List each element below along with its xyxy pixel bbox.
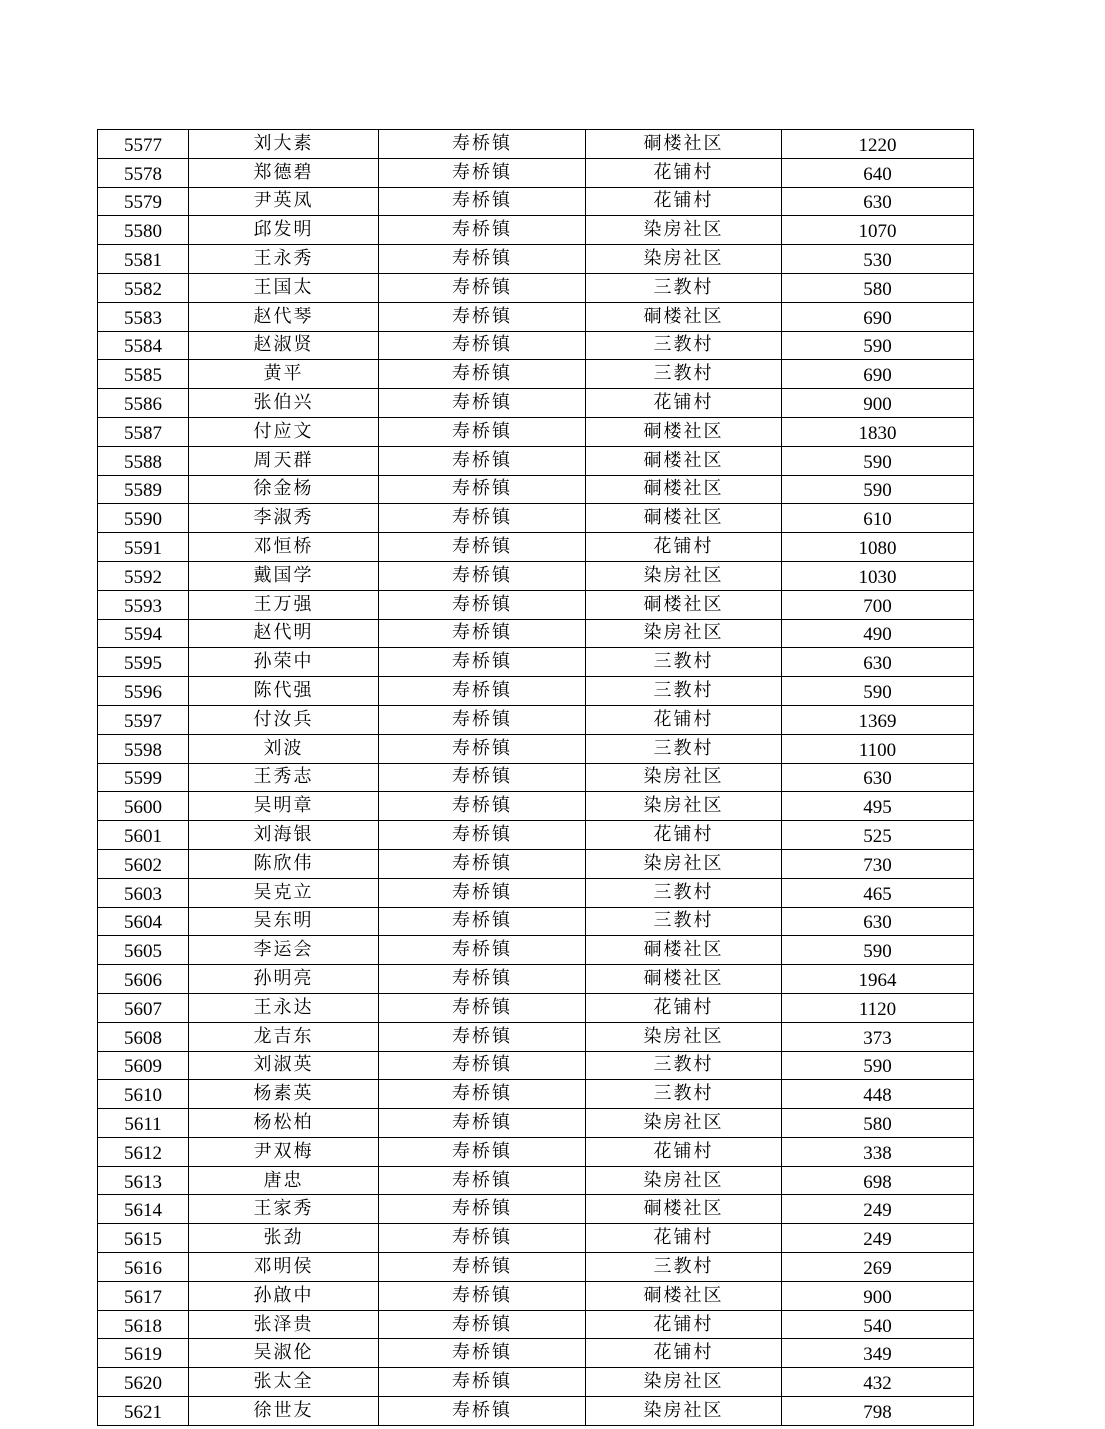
- table-row: [98, 504, 974, 533]
- row-number-cell: 5607: [98, 993, 189, 1022]
- row-number-cell: 5613: [98, 1166, 189, 1195]
- amount-cell: 1070: [782, 216, 974, 245]
- town-cell: 寿桥镇: [379, 273, 586, 302]
- amount-cell: 525: [782, 821, 974, 850]
- table-row: [98, 907, 974, 936]
- town-cell: 寿桥镇: [379, 561, 586, 590]
- amount-cell: 249: [782, 1195, 974, 1224]
- village-cell: 染房社区: [586, 216, 782, 245]
- row-number-cell: 5578: [98, 158, 189, 187]
- town-cell: 寿桥镇: [379, 446, 586, 475]
- table-row: [98, 130, 974, 159]
- amount-cell: 630: [782, 907, 974, 936]
- table-row: [98, 331, 974, 360]
- village-cell: 染房社区: [586, 1109, 782, 1138]
- town-cell: 寿桥镇: [379, 705, 586, 734]
- row-number-cell: 5577: [98, 130, 189, 159]
- town-cell: 寿桥镇: [379, 763, 586, 792]
- row-number-cell: 5606: [98, 965, 189, 994]
- table-row: [98, 187, 974, 216]
- name-cell: 刘海银: [189, 821, 379, 850]
- town-cell: 寿桥镇: [379, 1368, 586, 1397]
- amount-cell: 580: [782, 1109, 974, 1138]
- name-cell: 赵代明: [189, 619, 379, 648]
- name-cell: 邓恒桥: [189, 533, 379, 562]
- town-cell: 寿桥镇: [379, 907, 586, 936]
- amount-cell: 580: [782, 273, 974, 302]
- amount-cell: 490: [782, 619, 974, 648]
- name-cell: 赵代琴: [189, 302, 379, 331]
- name-cell: 邓明侯: [189, 1253, 379, 1282]
- table-row: [98, 216, 974, 245]
- town-cell: 寿桥镇: [379, 1195, 586, 1224]
- table-row: [98, 1051, 974, 1080]
- town-cell: 寿桥镇: [379, 216, 586, 245]
- amount-cell: 1369: [782, 705, 974, 734]
- town-cell: 寿桥镇: [379, 965, 586, 994]
- village-cell: 花铺村: [586, 821, 782, 850]
- amount-cell: 1964: [782, 965, 974, 994]
- village-cell: 硐楼社区: [586, 1195, 782, 1224]
- town-cell: 寿桥镇: [379, 187, 586, 216]
- village-cell: 染房社区: [586, 561, 782, 590]
- amount-cell: 900: [782, 1281, 974, 1310]
- name-cell: 杨素英: [189, 1080, 379, 1109]
- town-cell: 寿桥镇: [379, 993, 586, 1022]
- table-row: [98, 993, 974, 1022]
- row-number-cell: 5610: [98, 1080, 189, 1109]
- town-cell: 寿桥镇: [379, 878, 586, 907]
- row-number-cell: 5605: [98, 936, 189, 965]
- row-number-cell: 5604: [98, 907, 189, 936]
- table-row: [98, 158, 974, 187]
- table-row: [98, 446, 974, 475]
- village-cell: 花铺村: [586, 993, 782, 1022]
- name-cell: 周天群: [189, 446, 379, 475]
- name-cell: 王万强: [189, 590, 379, 619]
- row-number-cell: 5587: [98, 417, 189, 446]
- row-number-cell: 5603: [98, 878, 189, 907]
- village-cell: 花铺村: [586, 1224, 782, 1253]
- amount-cell: 590: [782, 1051, 974, 1080]
- table-row: [98, 792, 974, 821]
- village-cell: 染房社区: [586, 849, 782, 878]
- town-cell: 寿桥镇: [379, 936, 586, 965]
- name-cell: 李淑秀: [189, 504, 379, 533]
- row-number-cell: 5582: [98, 273, 189, 302]
- table-row: [98, 561, 974, 590]
- name-cell: 王国太: [189, 273, 379, 302]
- town-cell: 寿桥镇: [379, 734, 586, 763]
- name-cell: 张泽贵: [189, 1310, 379, 1339]
- village-cell: 花铺村: [586, 158, 782, 187]
- row-number-cell: 5619: [98, 1339, 189, 1368]
- village-cell: 三教村: [586, 331, 782, 360]
- town-cell: 寿桥镇: [379, 331, 586, 360]
- town-cell: 寿桥镇: [379, 1051, 586, 1080]
- row-number-cell: 5600: [98, 792, 189, 821]
- town-cell: 寿桥镇: [379, 130, 586, 159]
- village-cell: 花铺村: [586, 1310, 782, 1339]
- table-row: [98, 849, 974, 878]
- amount-cell: 630: [782, 187, 974, 216]
- name-cell: 吴东明: [189, 907, 379, 936]
- village-cell: 硐楼社区: [586, 936, 782, 965]
- village-cell: 三教村: [586, 878, 782, 907]
- row-number-cell: 5585: [98, 360, 189, 389]
- amount-cell: 690: [782, 302, 974, 331]
- row-number-cell: 5618: [98, 1310, 189, 1339]
- village-cell: 硐楼社区: [586, 417, 782, 446]
- amount-cell: 540: [782, 1310, 974, 1339]
- village-cell: 三教村: [586, 1253, 782, 1282]
- name-cell: 龙吉东: [189, 1022, 379, 1051]
- table-row: [98, 965, 974, 994]
- town-cell: 寿桥镇: [379, 1109, 586, 1138]
- row-number-cell: 5611: [98, 1109, 189, 1138]
- row-number-cell: 5592: [98, 561, 189, 590]
- town-cell: 寿桥镇: [379, 821, 586, 850]
- amount-cell: 590: [782, 936, 974, 965]
- table-row: [98, 734, 974, 763]
- town-cell: 寿桥镇: [379, 1166, 586, 1195]
- table-row: [98, 878, 974, 907]
- table-row: [98, 1080, 974, 1109]
- name-cell: 付应文: [189, 417, 379, 446]
- amount-cell: 1030: [782, 561, 974, 590]
- amount-cell: 338: [782, 1137, 974, 1166]
- town-cell: 寿桥镇: [379, 360, 586, 389]
- name-cell: 吴明章: [189, 792, 379, 821]
- row-number-cell: 5586: [98, 389, 189, 418]
- table-row: [98, 1397, 974, 1426]
- name-cell: 付汝兵: [189, 705, 379, 734]
- table-row: [98, 821, 974, 850]
- town-cell: 寿桥镇: [379, 417, 586, 446]
- amount-cell: 690: [782, 360, 974, 389]
- amount-cell: 448: [782, 1080, 974, 1109]
- row-number-cell: 5583: [98, 302, 189, 331]
- village-cell: 染房社区: [586, 763, 782, 792]
- village-cell: 花铺村: [586, 705, 782, 734]
- town-cell: 寿桥镇: [379, 619, 586, 648]
- table-row: [98, 360, 974, 389]
- name-cell: 邱发明: [189, 216, 379, 245]
- amount-cell: 700: [782, 590, 974, 619]
- town-cell: 寿桥镇: [379, 792, 586, 821]
- name-cell: 刘大素: [189, 130, 379, 159]
- table-row: [98, 1253, 974, 1282]
- table-row: [98, 936, 974, 965]
- row-number-cell: 5597: [98, 705, 189, 734]
- name-cell: 尹英凤: [189, 187, 379, 216]
- amount-cell: 269: [782, 1253, 974, 1282]
- town-cell: 寿桥镇: [379, 389, 586, 418]
- village-cell: 三教村: [586, 734, 782, 763]
- row-number-cell: 5601: [98, 821, 189, 850]
- amount-cell: 798: [782, 1397, 974, 1426]
- name-cell: 郑德碧: [189, 158, 379, 187]
- row-number-cell: 5588: [98, 446, 189, 475]
- table-row: [98, 1109, 974, 1138]
- row-number-cell: 5591: [98, 533, 189, 562]
- table-row: [98, 1368, 974, 1397]
- row-number-cell: 5602: [98, 849, 189, 878]
- name-cell: 王永秀: [189, 245, 379, 274]
- amount-cell: 900: [782, 389, 974, 418]
- town-cell: 寿桥镇: [379, 849, 586, 878]
- village-cell: 三教村: [586, 648, 782, 677]
- village-cell: 硐楼社区: [586, 1281, 782, 1310]
- town-cell: 寿桥镇: [379, 1339, 586, 1368]
- name-cell: 黄平: [189, 360, 379, 389]
- row-number-cell: 5599: [98, 763, 189, 792]
- village-cell: 硐楼社区: [586, 130, 782, 159]
- amount-cell: 630: [782, 763, 974, 792]
- table-row: [98, 705, 974, 734]
- table-row: [98, 273, 974, 302]
- table-row: [98, 1281, 974, 1310]
- name-cell: 孙啟中: [189, 1281, 379, 1310]
- row-number-cell: 5620: [98, 1368, 189, 1397]
- table-row: [98, 1022, 974, 1051]
- table-row: [98, 1195, 974, 1224]
- village-cell: 硐楼社区: [586, 302, 782, 331]
- row-number-cell: 5595: [98, 648, 189, 677]
- village-cell: 花铺村: [586, 389, 782, 418]
- amount-cell: 730: [782, 849, 974, 878]
- table-row: [98, 1310, 974, 1339]
- row-number-cell: 5614: [98, 1195, 189, 1224]
- village-cell: 三教村: [586, 360, 782, 389]
- table-row: [98, 648, 974, 677]
- village-cell: 三教村: [586, 907, 782, 936]
- village-cell: 染房社区: [586, 792, 782, 821]
- table-body: [98, 130, 974, 1426]
- village-cell: 染房社区: [586, 1166, 782, 1195]
- town-cell: 寿桥镇: [379, 1397, 586, 1426]
- amount-cell: 373: [782, 1022, 974, 1051]
- row-number-cell: 5579: [98, 187, 189, 216]
- row-number-cell: 5590: [98, 504, 189, 533]
- amount-cell: 1080: [782, 533, 974, 562]
- town-cell: 寿桥镇: [379, 504, 586, 533]
- amount-cell: 590: [782, 677, 974, 706]
- name-cell: 王秀志: [189, 763, 379, 792]
- amount-cell: 630: [782, 648, 974, 677]
- row-number-cell: 5584: [98, 331, 189, 360]
- amount-cell: 530: [782, 245, 974, 274]
- row-number-cell: 5615: [98, 1224, 189, 1253]
- name-cell: 王家秀: [189, 1195, 379, 1224]
- name-cell: 李运会: [189, 936, 379, 965]
- row-number-cell: 5616: [98, 1253, 189, 1282]
- town-cell: 寿桥镇: [379, 158, 586, 187]
- name-cell: 孙明亮: [189, 965, 379, 994]
- amount-cell: 640: [782, 158, 974, 187]
- town-cell: 寿桥镇: [379, 1281, 586, 1310]
- name-cell: 陈代强: [189, 677, 379, 706]
- table-row: [98, 533, 974, 562]
- amount-cell: 590: [782, 446, 974, 475]
- amount-cell: 432: [782, 1368, 974, 1397]
- town-cell: 寿桥镇: [379, 677, 586, 706]
- amount-cell: 249: [782, 1224, 974, 1253]
- row-number-cell: 5609: [98, 1051, 189, 1080]
- village-cell: 硐楼社区: [586, 504, 782, 533]
- table-row: [98, 1166, 974, 1195]
- village-cell: 三教村: [586, 1051, 782, 1080]
- row-number-cell: 5621: [98, 1397, 189, 1426]
- name-cell: 唐忠: [189, 1166, 379, 1195]
- table-row: [98, 763, 974, 792]
- town-cell: 寿桥镇: [379, 1310, 586, 1339]
- amount-cell: 1830: [782, 417, 974, 446]
- row-number-cell: 5612: [98, 1137, 189, 1166]
- town-cell: 寿桥镇: [379, 1224, 586, 1253]
- town-cell: 寿桥镇: [379, 590, 586, 619]
- name-cell: 刘淑英: [189, 1051, 379, 1080]
- name-cell: 杨松柏: [189, 1109, 379, 1138]
- village-cell: 硐楼社区: [586, 590, 782, 619]
- village-cell: 花铺村: [586, 187, 782, 216]
- name-cell: 尹双梅: [189, 1137, 379, 1166]
- town-cell: 寿桥镇: [379, 533, 586, 562]
- row-number-cell: 5608: [98, 1022, 189, 1051]
- town-cell: 寿桥镇: [379, 245, 586, 274]
- row-number-cell: 5596: [98, 677, 189, 706]
- row-number-cell: 5580: [98, 216, 189, 245]
- village-cell: 三教村: [586, 273, 782, 302]
- row-number-cell: 5589: [98, 475, 189, 504]
- name-cell: 张劲: [189, 1224, 379, 1253]
- table-row: [98, 1137, 974, 1166]
- name-cell: 徐金杨: [189, 475, 379, 504]
- table-row: [98, 1224, 974, 1253]
- amount-cell: 349: [782, 1339, 974, 1368]
- amount-cell: 590: [782, 475, 974, 504]
- village-cell: 硐楼社区: [586, 475, 782, 504]
- name-cell: 孙荣中: [189, 648, 379, 677]
- row-number-cell: 5581: [98, 245, 189, 274]
- amount-cell: 698: [782, 1166, 974, 1195]
- name-cell: 戴国学: [189, 561, 379, 590]
- name-cell: 张伯兴: [189, 389, 379, 418]
- village-cell: 染房社区: [586, 1368, 782, 1397]
- village-cell: 花铺村: [586, 533, 782, 562]
- name-cell: 赵淑贤: [189, 331, 379, 360]
- amount-cell: 610: [782, 504, 974, 533]
- row-number-cell: 5593: [98, 590, 189, 619]
- table-row: [98, 245, 974, 274]
- village-cell: 硐楼社区: [586, 446, 782, 475]
- name-cell: 陈欣伟: [189, 849, 379, 878]
- name-cell: 徐世友: [189, 1397, 379, 1426]
- town-cell: 寿桥镇: [379, 1080, 586, 1109]
- town-cell: 寿桥镇: [379, 475, 586, 504]
- village-cell: 花铺村: [586, 1137, 782, 1166]
- name-cell: 王永达: [189, 993, 379, 1022]
- town-cell: 寿桥镇: [379, 1253, 586, 1282]
- village-cell: 花铺村: [586, 1339, 782, 1368]
- amount-cell: 1100: [782, 734, 974, 763]
- amount-cell: 590: [782, 331, 974, 360]
- village-cell: 染房社区: [586, 619, 782, 648]
- town-cell: 寿桥镇: [379, 302, 586, 331]
- amount-cell: 465: [782, 878, 974, 907]
- village-cell: 染房社区: [586, 1397, 782, 1426]
- name-cell: 吴淑伦: [189, 1339, 379, 1368]
- table-row: [98, 619, 974, 648]
- amount-cell: 495: [782, 792, 974, 821]
- town-cell: 寿桥镇: [379, 648, 586, 677]
- table-row: [98, 417, 974, 446]
- village-cell: 染房社区: [586, 245, 782, 274]
- name-cell: 吴克立: [189, 878, 379, 907]
- name-cell: 张太全: [189, 1368, 379, 1397]
- amount-cell: 1220: [782, 130, 974, 159]
- town-cell: 寿桥镇: [379, 1022, 586, 1051]
- table-row: [98, 389, 974, 418]
- village-cell: 三教村: [586, 677, 782, 706]
- row-number-cell: 5617: [98, 1281, 189, 1310]
- subsidy-table: [97, 129, 974, 1426]
- row-number-cell: 5598: [98, 734, 189, 763]
- row-number-cell: 5594: [98, 619, 189, 648]
- table-row: [98, 677, 974, 706]
- table-row: [98, 302, 974, 331]
- village-cell: 染房社区: [586, 1022, 782, 1051]
- amount-cell: 1120: [782, 993, 974, 1022]
- village-cell: 三教村: [586, 1080, 782, 1109]
- table-row: [98, 590, 974, 619]
- table-row: [98, 475, 974, 504]
- name-cell: 刘波: [189, 734, 379, 763]
- table-row: [98, 1339, 974, 1368]
- village-cell: 硐楼社区: [586, 965, 782, 994]
- town-cell: 寿桥镇: [379, 1137, 586, 1166]
